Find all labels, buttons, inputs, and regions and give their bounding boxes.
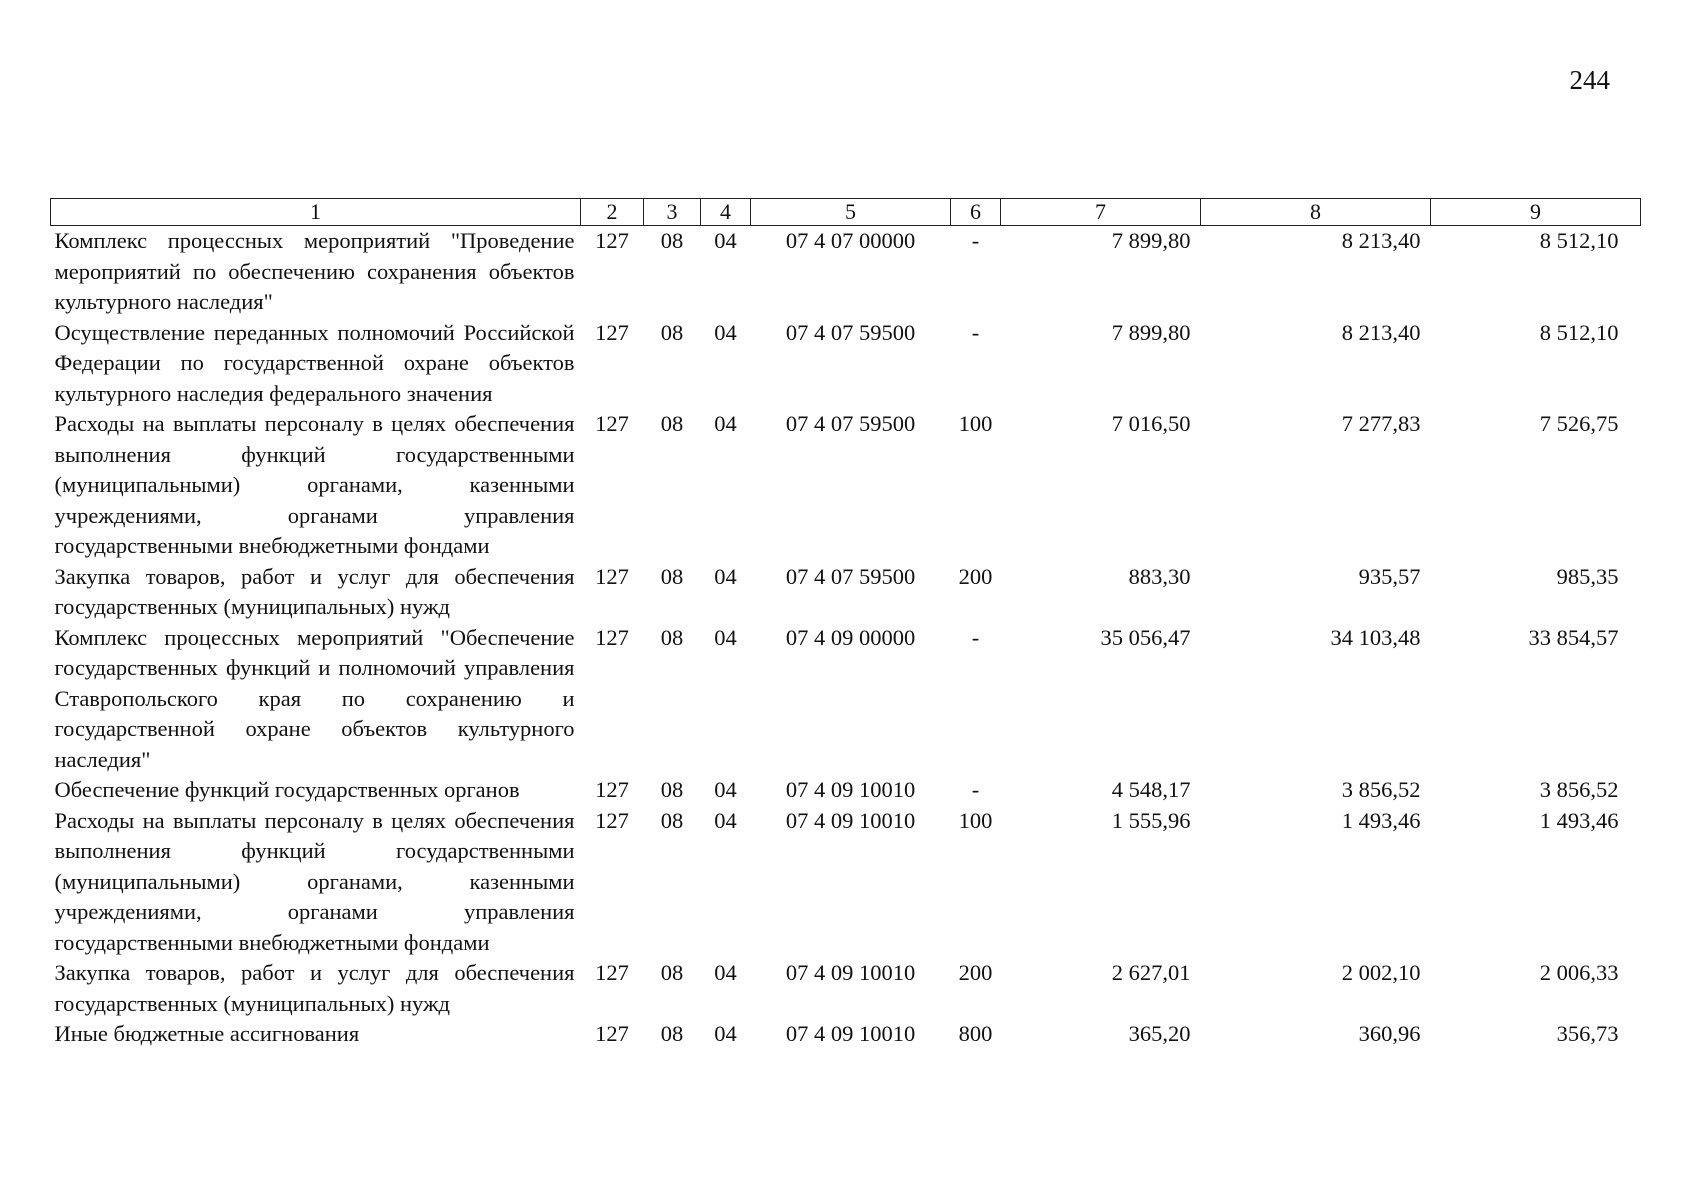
row-expense-type: - [971,228,980,253]
row-amount-col-8: 8 213,40 [1341,228,1421,253]
table-row [51,775,1641,806]
row-ministry-code: 127 [595,411,629,436]
row-expense-type: 200 [958,563,993,589]
header-col-4: 4 [701,199,751,226]
row-expense-type: 800 [958,1021,993,1046]
row-amount-col-9: 1 493,46 [1539,807,1619,833]
row-ministry-code: 127 [595,777,629,802]
row-name: Осуществление переданных полномочий Российской Федерации по государственной охране объектов культурного наследия федерального значения [54,319,575,406]
budget-table [50,198,1641,1050]
row-target-article: 07 4 09 10010 [785,1021,916,1046]
header-col-3: 3 [644,199,701,226]
row-section-code: 08 [660,563,684,589]
table-row [51,1019,1641,1050]
row-target-article: 07 4 09 10010 [785,960,916,985]
header-col-1: 1 [51,199,581,226]
row-target-article: 07 4 09 10010 [785,807,916,833]
row-target-article: 07 4 07 59500 [785,319,916,345]
row-section-code: 08 [660,319,684,345]
row-amount-col-7: 2 627,01 [1111,960,1191,985]
row-name: Обеспечение функций государственных органов [54,777,520,802]
row-name: Комплекс процессных мероприятий "Обеспечение государственных функций и полномочий управления Ставропольского края по сохранению и государственной охране объектов культурного наследия" [54,624,575,772]
table-body [51,226,1641,1050]
row-section-code: 08 [660,807,684,833]
row-section-code: 08 [660,777,684,802]
row-target-article: 07 4 07 00000 [785,228,916,253]
row-amount-col-8: 2 002,10 [1341,960,1421,985]
header-col-9: 9 [1431,199,1641,226]
row-ministry-code: 127 [595,807,629,833]
row-name: Закупка товаров, работ и услуг для обеспечения государственных (муниципальных) нужд [54,563,575,619]
row-section-code: 08 [660,411,684,436]
table-row [51,226,1641,318]
row-subsection-code: 04 [714,411,737,436]
header-col-8: 8 [1201,199,1431,226]
row-target-article: 07 4 09 00000 [785,624,916,650]
table-row [51,409,1641,562]
row-section-code: 08 [660,624,684,650]
row-amount-col-7: 1 555,96 [1111,807,1191,833]
row-subsection-code: 04 [714,960,737,985]
header-col-5: 5 [751,199,951,226]
table-header [51,199,1641,226]
header-row [51,199,1641,226]
row-amount-col-9: 8 512,10 [1539,319,1619,345]
table-row [51,806,1641,959]
row-name: Комплекс процессных мероприятий "Проведение мероприятий по обеспечению сохранения объектов культурного наследия" [54,228,575,314]
row-expense-type: 200 [958,960,993,985]
row-section-code: 08 [660,960,684,985]
row-expense-type: - [971,624,980,650]
row-amount-col-7: 4 548,17 [1111,777,1191,802]
row-amount-col-8: 8 213,40 [1341,319,1421,345]
row-amount-col-8: 3 856,52 [1341,777,1421,802]
row-amount-col-9: 2 006,33 [1539,960,1619,985]
row-amount-col-8: 360,96 [1358,1021,1421,1046]
header-col-6: 6 [951,199,1001,226]
row-amount-col-7: 883,30 [1128,563,1191,589]
table-row [51,318,1641,410]
row-ministry-code: 127 [595,624,629,650]
row-subsection-code: 04 [714,319,737,345]
row-section-code: 08 [660,228,684,253]
row-amount-col-9: 33 854,57 [1528,624,1619,650]
row-subsection-code: 04 [714,563,737,589]
row-target-article: 07 4 07 59500 [785,411,916,436]
row-ministry-code: 127 [595,319,629,345]
row-name: Расходы на выплаты персоналу в целях обеспечения выполнения функций государственными (муниципальными) органами, казенными учреждениями, органами управления государственными внебюджетными фондами [54,807,575,955]
row-amount-col-7: 7 899,80 [1111,319,1191,345]
row-amount-col-8: 935,57 [1358,563,1421,589]
row-name: Закупка товаров, работ и услуг для обеспечения государственных (муниципальных) нужд [54,960,575,1016]
row-subsection-code: 04 [714,807,737,833]
row-expense-type: - [971,777,980,802]
row-target-article: 07 4 09 10010 [785,777,916,802]
row-expense-type: 100 [958,411,993,436]
row-amount-col-7: 35 056,47 [1100,624,1191,650]
header-col-7: 7 [1001,199,1201,226]
row-expense-type: 100 [958,807,993,833]
row-subsection-code: 04 [714,228,737,253]
table-row [51,623,1641,776]
header-col-2: 2 [581,199,644,226]
row-subsection-code: 04 [714,777,737,802]
row-amount-col-8: 7 277,83 [1341,411,1421,436]
row-target-article: 07 4 07 59500 [785,563,916,589]
row-name: Расходы на выплаты персоналу в целях обеспечения выполнения функций государственными (муниципальными) органами, казенными учреждениями, органами управления государственными внебюджетными фондами [54,411,575,558]
row-expense-type: - [971,319,980,345]
row-amount-col-7: 365,20 [1128,1021,1191,1046]
row-amount-col-7: 7 016,50 [1111,411,1191,436]
row-ministry-code: 127 [595,1021,629,1046]
row-amount-col-9: 8 512,10 [1539,228,1619,253]
row-name: Иные бюджетные ассигнования [54,1021,360,1046]
row-amount-col-9: 7 526,75 [1539,411,1619,436]
row-amount-col-7: 7 899,80 [1111,228,1191,253]
row-ministry-code: 127 [595,228,629,253]
table-row [51,562,1641,623]
page-number: 244 [1569,65,1610,95]
table-row [51,958,1641,1019]
row-amount-col-9: 985,35 [1556,563,1619,589]
row-section-code: 08 [660,1021,684,1046]
row-subsection-code: 04 [714,1021,737,1046]
row-ministry-code: 127 [595,960,629,985]
row-amount-col-9: 3 856,52 [1539,777,1619,802]
row-amount-col-9: 356,73 [1556,1021,1619,1046]
row-amount-col-8: 1 493,46 [1341,807,1421,833]
row-ministry-code: 127 [595,563,629,589]
row-subsection-code: 04 [714,624,737,650]
row-amount-col-8: 34 103,48 [1330,624,1421,650]
